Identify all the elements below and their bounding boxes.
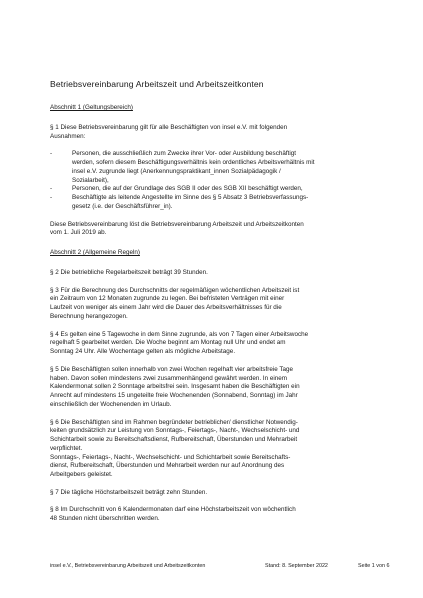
paragraph-s5-line: Anrecht auf mindestens 15 ungeteilte freie Wochenenden (Sonnabend, Sonntag) im Jahr (50, 392, 298, 400)
exceptions-list (50, 150, 380, 212)
document-title: Betriebsvereinbarung Arbeitszeit und Arbeitszeitkonten (50, 79, 264, 89)
paragraph-s2: § 2 Die betriebliche Regelarbeitszeit beträgt 39 Stunden. (50, 268, 208, 276)
paragraph-2-line: Diese Betriebsvereinbarung löst die Betriebsvereinbarung Arbeitszeit und Arbeitszeitkonten (50, 220, 304, 228)
paragraph-s8-line: 48 Stunden nicht überschritten werden. (50, 515, 160, 523)
exception-line: werden, sofern diesem Beschäftigungsverhältnis kein ordentliches Arbeitsverhältnis mit (72, 158, 315, 166)
paragraph-s3-line: Berechnung herangezogen. (50, 312, 128, 320)
section-1-heading: Abschnitt 1 (Geltungsbereich) (50, 104, 133, 111)
footer-page-number: Seite 1 von 6 (358, 563, 390, 569)
paragraph-1-line: Ausnahmen: (50, 132, 86, 140)
exception-line: - Beschäftigte als leitende Angestellte im Sinne des § 5 Absatz 3 Betriebsverfassungs- (72, 194, 309, 202)
paragraph-s5-line: Kalendermonat sollen 2 Sonntage arbeitsfrei sein. Insgesamt haben die Beschäftigten ein (50, 383, 300, 391)
exception-line: insel e.V. zugrunde liegt (Anerkennungspraktikant_innen Sozialpädagogik / (72, 167, 281, 175)
footer-date: Stand: 8. September 2022 (265, 563, 328, 569)
paragraph-s6-line: Arbeitgebers geleistet. (50, 471, 113, 479)
paragraph-s3-line: ein Zeitraum von 12 Monaten zugrunde zu legen. Bei befristeten Verträgen mit einer (50, 295, 285, 303)
exception-item (50, 150, 380, 185)
paragraph-1-line: § 1 Diese Betriebsvereinbarung gilt für alle Beschäftigten von insel e.V. mit folgenden (50, 123, 288, 131)
exception-line: - Personen, die auf der Grundlage des SGB II oder des SGB XII beschäftigt werden, (72, 185, 303, 193)
paragraph-s7: § 7 Die tägliche Höchstarbeitszeit beträgt zehn Stunden. (50, 488, 208, 496)
exception-item (50, 185, 380, 194)
paragraph-s5-line: § 5 Die Beschäftigten sollen innerhalb von zwei Wochen regelhaft vier arbeitsfreie Tage (50, 365, 294, 373)
paragraph-s4-line: regelhaft 5 gearbeitet werden. Die Woche beginnt am Montag null Uhr und endet am (50, 339, 286, 347)
paragraph-s4-line: § 4 Es gelten eine 5 Tagewoche in dem Sinne zugrunde, als von 7 Tagen einer Arbeitswoche (50, 330, 309, 338)
paragraph-s6-line: § 6 Die Beschäftigten sind im Rahmen begründeter betrieblicher/ dienstlicher Notwendig- (50, 418, 298, 426)
paragraph-s5-line: haben. Davon sollen mindestens zwei zusammenhängend gewährt werden. In einem (50, 374, 287, 382)
footer-document-name: insel e.V., Betriebsvereinbarung Arbeitszeit und Arbeitszeitkonten (50, 563, 206, 569)
paragraph-s4-line: Sonntag 24 Uhr. Alle Wochentage gelten als mögliche Arbeitstage. (50, 348, 236, 356)
paragraph-s6-line: Sonntags-, Feiertags-, Nacht-, Wechselschicht- und Schichtarbeit sowie Bereitschafts- (50, 453, 291, 461)
paragraph-s8-line: § 8 Im Durchschnitt von 6 Kalendermonaten darf eine Höchstarbeitszeit von wöchentlich (50, 506, 296, 514)
paragraph-s3-line: Laufzeit von weniger als einem Jahr wird die Dauer des Arbeitsverhältnisses für die (50, 304, 282, 312)
paragraph-s5-line: einschließlich der Wochenenden im Urlaub. (50, 400, 172, 408)
document-body (50, 104, 380, 524)
paragraph-s6-line: Schichtarbeit sowie zu Bereitschaftsdienst, Rufbereitschaft, Überstunden und Mehrarbeit (50, 436, 298, 444)
paragraph-s6-line: dienst, Rufbereitschaft, Überstunden und Mehrarbeit werden nur auf Anordnung des (50, 462, 285, 470)
exception-item (50, 194, 380, 212)
exception-line: gesetz (i.e. der Geschäftsführer_in). (72, 202, 173, 210)
paragraph-s6-line: keiten grundsätzlich zur Leistung von Sonntags-, Feiertags-, Nacht-, Wechselschicht- und (50, 427, 300, 435)
exception-line: - Personen, die ausschließlich zum Zwecke ihrer Vor- oder Ausbildung beschäftigt (72, 150, 297, 158)
section-2-heading: Abschnitt 2 (Allgemeine Regeln) (50, 249, 140, 257)
exception-line: Sozialarbeit), (72, 176, 109, 184)
paragraph-2-line: vom 1. Juli 2019 ab. (50, 229, 107, 237)
paragraph-s6-line: verpflichtet. (50, 444, 83, 452)
paragraph-s3-line: § 3 Für die Berechnung des Durchschnitts der regelmäßigen wöchentlichen Arbeitszeit ist (50, 286, 300, 294)
